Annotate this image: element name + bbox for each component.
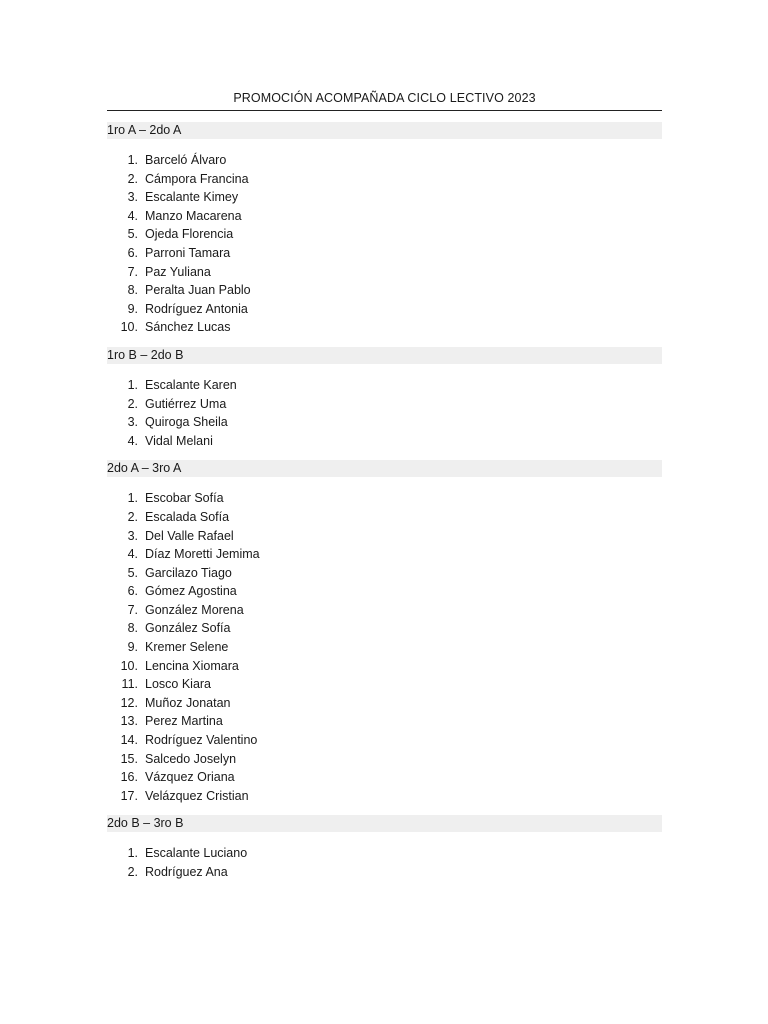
student-name: Barceló Álvaro <box>145 153 227 167</box>
list-item <box>107 768 662 787</box>
student-name: Manzo Macarena <box>145 208 242 223</box>
list-item <box>107 170 662 189</box>
list-item-number: 2. <box>127 396 138 411</box>
list-item-number: 2. <box>127 171 138 186</box>
list-item <box>107 675 662 694</box>
student-name: Escalante Karen <box>145 377 237 392</box>
student-list <box>107 151 662 337</box>
student-name: Vázquez Oriana <box>145 770 235 785</box>
list-item-number: 5. <box>127 227 138 242</box>
list-item-number: 3. <box>127 415 138 430</box>
student-name: Escalante Kimey <box>145 190 239 205</box>
list-item <box>107 263 662 282</box>
student-list <box>107 489 662 805</box>
list-item-number: 7. <box>127 602 138 617</box>
course-section <box>107 122 662 337</box>
list-item-number: 15. <box>120 751 138 766</box>
list-item <box>107 508 662 527</box>
list-item-number: 17. <box>120 788 138 803</box>
student-name: Muñoz Jonatan <box>145 695 231 710</box>
list-item-number: 5. <box>127 565 138 580</box>
list-item-number: 13. <box>120 714 138 729</box>
student-name: Díaz Moretti Jemima <box>145 547 260 562</box>
list-item <box>107 694 662 713</box>
list-item-number: 1. <box>127 846 138 861</box>
list-item <box>107 188 662 207</box>
list-item-number: 4. <box>127 433 138 448</box>
student-name: Rodríguez Antonia <box>145 301 248 316</box>
list-item <box>107 413 662 432</box>
list-item-number: 9. <box>127 301 138 316</box>
section-header: 2do A – 3ro A <box>107 460 662 477</box>
student-name: Gutiérrez Uma <box>145 396 227 411</box>
list-item <box>107 318 662 337</box>
list-item <box>107 564 662 583</box>
list-item-number: 10. <box>120 658 138 673</box>
student-name: Paz Yuliana <box>145 264 211 279</box>
list-item <box>107 207 662 226</box>
list-item <box>107 657 662 676</box>
course-section <box>107 347 662 450</box>
student-name: Del Valle Rafael <box>145 528 234 543</box>
student-name: Escalada Sofía <box>145 509 230 524</box>
student-name: Perez Martina <box>145 714 223 729</box>
student-name: Losco Kiara <box>145 677 212 692</box>
list-item <box>107 376 662 395</box>
student-name: Kremer Selene <box>145 640 229 655</box>
student-name: Garcilazo Tiago <box>145 565 232 580</box>
list-item <box>107 151 662 170</box>
list-item-number: 8. <box>127 283 138 298</box>
list-item-number: 1. <box>127 153 138 167</box>
list-item-number: 9. <box>127 640 138 655</box>
list-item <box>107 601 662 620</box>
list-item <box>107 712 662 731</box>
list-item-number: 10. <box>120 320 138 335</box>
student-name: Cámpora Francina <box>145 171 249 186</box>
student-name: Gómez Agostina <box>145 584 237 599</box>
list-item-number: 14. <box>120 733 138 748</box>
student-name: Parroni Tamara <box>145 245 231 260</box>
section-header: 1ro A – 2do A <box>107 122 662 139</box>
list-item-number: 3. <box>127 190 138 205</box>
student-name: Rodríguez Valentino <box>145 733 258 748</box>
list-item <box>107 300 662 319</box>
student-name: Sánchez Lucas <box>145 320 231 335</box>
list-item <box>107 863 662 882</box>
list-item-number: 6. <box>127 245 138 260</box>
student-name: Rodríguez Ana <box>145 865 228 879</box>
student-name: Quiroga Sheila <box>145 415 228 430</box>
list-item-number: 4. <box>127 208 138 223</box>
list-item-number: 7. <box>127 264 138 279</box>
section-header: 2do B – 3ro B <box>107 815 662 832</box>
sections-container <box>107 122 662 892</box>
list-item-number: 8. <box>127 621 138 636</box>
course-section <box>107 815 662 881</box>
list-item <box>107 244 662 263</box>
list-item <box>107 844 662 863</box>
list-item-number: 1. <box>127 491 138 506</box>
list-item <box>107 787 662 806</box>
list-item-number: 2. <box>127 865 138 879</box>
list-item <box>107 489 662 508</box>
student-name: Velázquez Cristian <box>145 788 249 803</box>
list-item <box>107 750 662 769</box>
list-item-number: 2. <box>127 509 138 524</box>
student-name: Vidal Melani <box>145 433 213 448</box>
list-item <box>107 619 662 638</box>
title-divider <box>107 110 662 111</box>
student-name: Escalante Luciano <box>145 846 248 861</box>
list-item <box>107 582 662 601</box>
page-title: PROMOCIÓN ACOMPAÑADA CICLO LECTIVO 2023 <box>233 91 536 105</box>
student-name: González Morena <box>145 602 244 617</box>
student-name: Salcedo Joselyn <box>145 751 237 766</box>
list-item <box>107 731 662 750</box>
list-item <box>107 432 662 451</box>
list-item <box>107 395 662 414</box>
list-item-number: 12. <box>120 695 138 710</box>
student-name: Peralta Juan Pablo <box>145 283 251 298</box>
student-name: Lencina Xiomara <box>145 658 239 673</box>
list-item-number: 16. <box>120 770 138 785</box>
list-item-number: 4. <box>127 547 138 562</box>
list-item-number: 1. <box>127 377 138 392</box>
list-item <box>107 638 662 657</box>
list-item <box>107 281 662 300</box>
list-item-number: 11. <box>121 677 138 692</box>
list-item <box>107 225 662 244</box>
section-header: 1ro B – 2do B <box>107 347 662 364</box>
list-item-number: 6. <box>127 584 138 599</box>
student-name: Ojeda Florencia <box>145 227 234 242</box>
student-list <box>107 844 662 881</box>
student-name: González Sofía <box>145 621 231 636</box>
course-section <box>107 460 662 805</box>
list-item <box>107 545 662 564</box>
student-list <box>107 376 662 450</box>
list-item-number: 3. <box>127 528 138 543</box>
student-name: Escobar Sofía <box>145 491 224 506</box>
list-item <box>107 527 662 546</box>
